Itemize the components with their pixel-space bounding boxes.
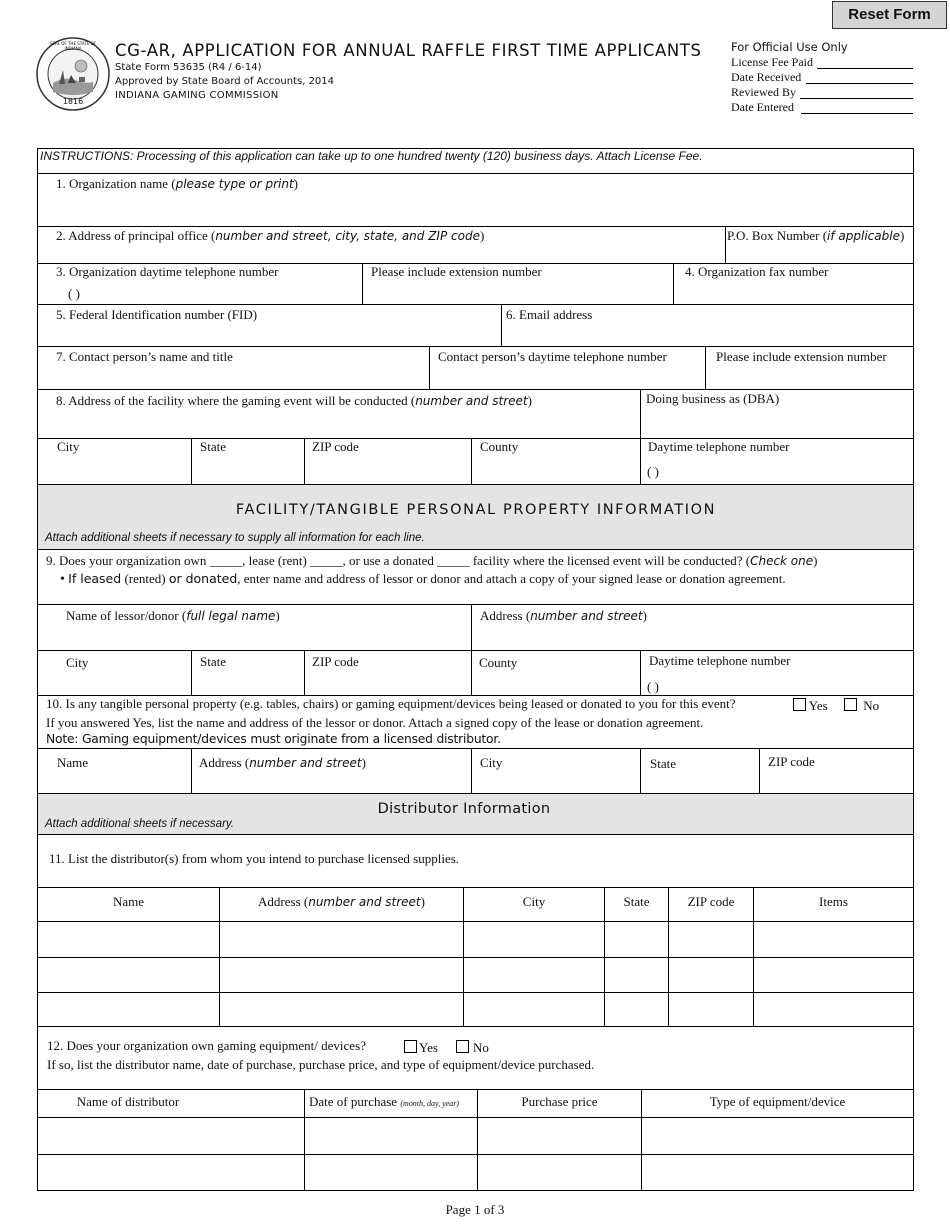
lessor-county-label: County: [479, 655, 518, 670]
lessor10-city-label: City: [480, 755, 503, 770]
lessor10-state-input[interactable]: [643, 772, 756, 791]
approval-note: Approved by State Board of Accounts, 2014: [115, 76, 335, 87]
dist-addr-text: Address (: [258, 894, 309, 909]
q9-if-leased: If leased: [68, 571, 122, 586]
question-10: 10. Is any tangible personal property (e.g. tables, chairs) or gaming equipment/devices being leased or donated to you for this event?: [46, 696, 736, 711]
q12-yes-label: Yes: [419, 1040, 438, 1055]
seal-year: 1816: [62, 97, 84, 106]
facility-hint: number and street: [415, 394, 528, 408]
question-12-instruction: If so, list the distributor name, date of purchase, purchase price, and type of equipment/device purchased.: [47, 1057, 595, 1072]
lessor10-addr-text: Address (: [199, 755, 250, 770]
dba-input[interactable]: [644, 412, 910, 436]
lessor-phone-label: Daytime telephone number: [649, 653, 791, 668]
form-number: State Form 53635 (R4 / 6-14): [115, 62, 262, 73]
lessor10-zip-input[interactable]: [762, 772, 910, 791]
close-paren: ): [479, 228, 485, 243]
extension-input[interactable]: [366, 283, 670, 302]
lessor-zip-input[interactable]: [307, 673, 468, 693]
lessor-name-input[interactable]: [40, 627, 468, 648]
question-9: [46, 553, 817, 569]
facility-section-note: Attach additional sheets if necessary to supply all information for each line.: [45, 532, 425, 544]
q12-no-checkbox[interactable]: [456, 1040, 469, 1053]
distributor-section-title: Distributor Information: [377, 801, 551, 817]
org-name-input[interactable]: [40, 195, 910, 223]
lessor10-address-input[interactable]: [194, 772, 468, 791]
email-label: 6. Email address: [506, 307, 593, 322]
q9-hint: Check one: [750, 554, 814, 568]
page-number: Page 1 of 3: [445, 1202, 505, 1217]
question-9-bullet: • If leased (rented) or donated, enter name and address of lessor or donor and attach a copy of your signed lease or donation agreement.: [60, 571, 786, 587]
seal-text: SEAL OF THE STATE OF INDIANA: [49, 41, 97, 51]
lessor-zip-label: ZIP code: [312, 654, 359, 669]
eq-col-distributor: Name of distributor: [76, 1094, 180, 1109]
lessor10-zip-label: ZIP code: [768, 754, 815, 769]
facility-state-input[interactable]: [194, 457, 301, 482]
lessor10-city-input[interactable]: [474, 772, 637, 791]
fid-label: 5. Federal Identification number (FID): [56, 307, 258, 322]
contact-ext-label: Please include extension number: [716, 349, 887, 364]
lessor-address-label: [480, 608, 647, 624]
q10-no-checkbox[interactable]: [844, 698, 857, 711]
lessor-state-label: State: [200, 654, 226, 669]
address-label: [56, 228, 484, 244]
contact-phone-label: Contact person’s daytime telephone number: [438, 349, 667, 364]
dist-col-zip: ZIP code: [687, 894, 735, 909]
lessor10-state-label: State: [650, 756, 676, 771]
lessor-addr-hint: number and street: [530, 609, 643, 623]
distributor-section-note: Attach additional sheets if necessary.: [45, 818, 235, 830]
facility-phone-label: Daytime telephone number: [648, 439, 790, 454]
facility-county-label: County: [480, 439, 519, 454]
equipment-row-2[interactable]: [38, 1155, 913, 1190]
dist-col-name: Name: [112, 894, 145, 909]
close-paren: ): [361, 755, 366, 770]
question-10-instruction: If you answered Yes, list the name and address of the lessor or donor. Attach a signed copy of the lease or donation agreement.: [46, 715, 704, 730]
reviewed-by-label: Reviewed By: [731, 85, 796, 99]
close-paren: ): [642, 608, 647, 623]
pobox-input[interactable]: [728, 244, 910, 262]
lessor-phone-input[interactable]: [690, 673, 910, 693]
dist-row-2[interactable]: [38, 958, 913, 992]
question-12: 12. Does your organization own gaming equipment/ devices?: [47, 1038, 366, 1053]
org-name-hint: please type or print: [175, 177, 294, 191]
address-input[interactable]: [40, 244, 720, 262]
q10-yes-label: Yes: [808, 698, 828, 713]
extension-label: Please include extension number: [371, 264, 542, 279]
agency-name: INDIANA GAMING COMMISSION: [115, 90, 279, 101]
lessor10-name-label: Name: [57, 755, 89, 770]
form-title: CG-AR, APPLICATION FOR ANNUAL RAFFLE FIRST TIME APPLICANTS: [115, 41, 702, 60]
email-input[interactable]: [505, 325, 910, 344]
eq-date-hint: (month, day, year): [400, 1099, 459, 1108]
dist-col-items: Items: [819, 894, 848, 909]
pobox-label: [727, 228, 904, 244]
facility-city-label: City: [57, 439, 80, 454]
q9-text: 9. Does your organization own _____, lease (rent) _____, or use a donated _____ facility where the licensed event will be conducted? (: [46, 553, 751, 568]
facility-city-input[interactable]: [40, 457, 188, 482]
q12-no-option: [456, 1040, 489, 1056]
facility-zip-label: ZIP code: [312, 439, 359, 454]
phone-input[interactable]: [110, 283, 358, 302]
pobox-text: P.O. Box Number (: [727, 228, 828, 243]
close-paren: ): [275, 608, 280, 623]
q9-rented: (rented): [121, 571, 169, 586]
date-entered-label: Date Entered: [731, 100, 794, 114]
instructions: INSTRUCTIONS: Processing of this application can take up to one hundred twenty (120) business days. Attach License Fee.: [40, 149, 703, 163]
official-use-heading: For Official Use Only: [731, 40, 848, 54]
lessor-address-input[interactable]: [474, 627, 910, 648]
address-text: 2. Address of principal office (: [56, 228, 216, 243]
facility-state-label: State: [200, 439, 226, 454]
q10-no-label: No: [863, 698, 880, 713]
contact-phone-input[interactable]: [433, 368, 702, 387]
lessor10-address-label: [199, 755, 366, 771]
lessor-state-input[interactable]: [194, 673, 301, 693]
facility-phone-input[interactable]: [690, 457, 910, 482]
lessor-addr-text: Address (: [480, 608, 531, 623]
contact-ext-input[interactable]: [709, 368, 910, 387]
q12-yes-option: [404, 1040, 438, 1056]
contact-label: 7. Contact person’s name and title: [56, 349, 233, 364]
phone-label: 3. Organization daytime telephone number: [56, 264, 279, 279]
q9-or-donated: or donated: [168, 571, 238, 586]
q10-yes-checkbox[interactable]: [793, 698, 806, 711]
dist-row-1[interactable]: [38, 922, 913, 957]
close-paren: ): [293, 176, 298, 191]
dist-addr-hint: number and street: [308, 895, 421, 909]
equipment-row-1[interactable]: [38, 1118, 913, 1154]
close-paren: ): [527, 393, 532, 408]
eq-col-date: [309, 1094, 459, 1110]
dist-col-city: City: [522, 894, 546, 909]
close-paren: ): [899, 228, 905, 243]
org-name-label: [56, 176, 298, 192]
lessor10-name-input[interactable]: [40, 772, 188, 791]
dba-label: Doing business as (DBA): [646, 391, 780, 406]
license-fee-paid-label: License Fee Paid: [731, 55, 813, 69]
address-hint: number and street, city, state, and ZIP code: [215, 229, 480, 243]
lessor-hint: full legal name: [186, 609, 276, 623]
org-name-text: 1. Organization name (: [56, 176, 176, 191]
lessor-county-input[interactable]: [474, 673, 637, 693]
q12-no-label: No: [473, 1040, 489, 1055]
state-seal: [35, 36, 111, 112]
reset-form-button[interactable]: Reset Form: [832, 1, 947, 29]
fid-input[interactable]: [40, 325, 498, 344]
lessor-phone-paren: ( ): [647, 679, 659, 694]
lessor-city-label: City: [66, 655, 89, 670]
close-paren: ): [420, 894, 425, 909]
eq-col-type: Type of equipment/device: [709, 1094, 846, 1109]
q9-instruction: , enter name and address of lessor or donor and attach a copy of your signed lease or donation agreement.: [237, 571, 786, 586]
dist-col-address: [220, 894, 463, 910]
question-10-note: Note: Gaming equipment/devices must originate from a licensed distributor.: [46, 732, 501, 746]
facility-address-input[interactable]: [40, 412, 637, 436]
question-11: 11. List the distributor(s) from whom you intend to purchase licensed supplies.: [49, 851, 460, 866]
facility-county-input[interactable]: [474, 457, 637, 482]
date-received-label: Date Received: [731, 70, 802, 84]
lessor10-addr-hint: number and street: [249, 756, 362, 770]
contact-input[interactable]: [40, 368, 426, 387]
fax-input[interactable]: [677, 283, 910, 302]
facility-phone-paren: ( ): [647, 464, 659, 479]
lessor-name-label: [66, 608, 280, 624]
phone-area-code: ( ): [68, 286, 80, 301]
facility-section-title: FACILITY/TANGIBLE PERSONAL PROPERTY INFORMATION: [235, 502, 717, 518]
fax-label: 4. Organization fax number: [685, 264, 829, 279]
q12-yes-checkbox[interactable]: [404, 1040, 417, 1053]
dist-row-3[interactable]: [38, 993, 913, 1026]
pobox-hint: if applicable: [827, 229, 900, 243]
facility-address-label: [56, 393, 532, 409]
lessor-city-input[interactable]: [40, 673, 188, 693]
eq-date-text: Date of purchase: [309, 1094, 401, 1109]
facility-text: 8. Address of the facility where the gaming event will be conducted (: [56, 393, 416, 408]
dist-col-state: State: [623, 894, 650, 909]
q10-no-option: [844, 698, 879, 714]
eq-col-price: Purchase price: [521, 1094, 598, 1109]
q10-yes-option: [793, 698, 828, 714]
lessor-text: Name of lessor/donor (: [66, 608, 187, 623]
facility-zip-input[interactable]: [307, 457, 468, 482]
close-paren: ): [813, 553, 818, 568]
